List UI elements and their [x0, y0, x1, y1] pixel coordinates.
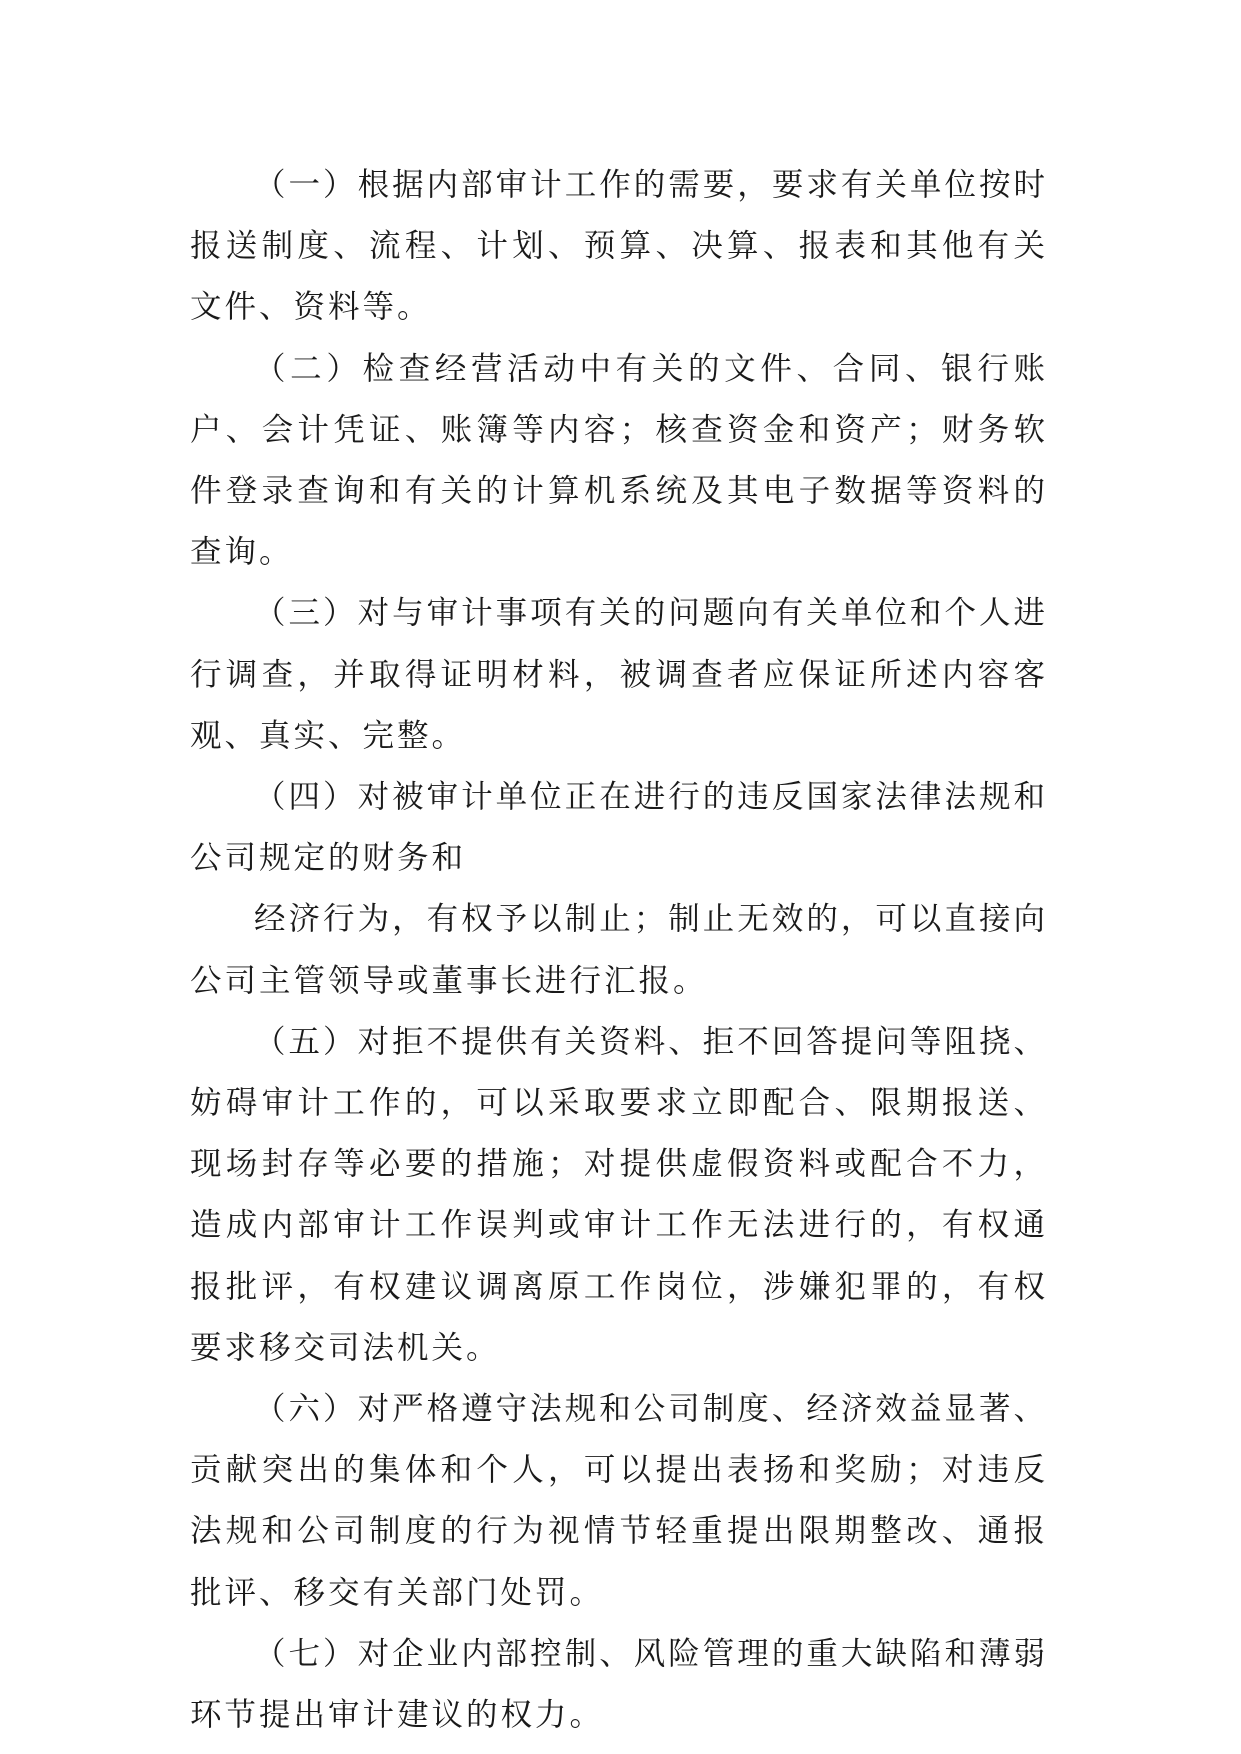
paragraph-7: （六）对严格遵守法规和公司制度、经济效益显著、贡献突出的集体和个人，可以提出表扬和奖励；对违反法规和公司制度的行为视情节轻重提出限期整改、通报批评、移交有关部门处罚。 [190, 1391, 1048, 1611]
paragraph-1: （一）根据内部审计工作的需要，要求有关单位按时报送制度、流程、计划、预算、决算、报表和其他有关文件、资料等。 [190, 167, 1048, 326]
document-body [190, 155, 1048, 1746]
paragraph-4: （四）对被审计单位正在进行的违反国家法律法规和公司规定的财务和 [190, 779, 1048, 877]
paragraph-8: （七）对企业内部控制、风险管理的重大缺陷和薄弱环节提出审计建议的权力。 [190, 1635, 1048, 1734]
paragraph-3: （三）对与审计事项有关的问题向有关单位和个人进行调查，并取得证明材料，被调查者应保证所述内容客观、真实、完整。 [190, 595, 1048, 754]
paragraph-2: （二）检查经营活动中有关的文件、合同、银行账户、会计凭证、账簿等内容；核查资金和资产；财务软件登录查询和有关的计算机系统及其电子数据等资料的查询。 [190, 350, 1048, 571]
paragraph-5: 经济行为，有权予以制止；制止无效的，可以直接向公司主管领导或董事长进行汇报。 [190, 901, 1048, 999]
paragraph-6: （五）对拒不提供有关资料、拒不回答提问等阻挠、妨碍审计工作的，可以采取要求立即配合、限期报送、现场封存等必要的措施；对提供虚假资料或配合不力，造成内部审计工作误判或审计工作无法进行的，有权通报批评，有权建议调离原工作岗位，涉嫌犯罪的，有权要求移交司法机关。 [190, 1023, 1048, 1366]
